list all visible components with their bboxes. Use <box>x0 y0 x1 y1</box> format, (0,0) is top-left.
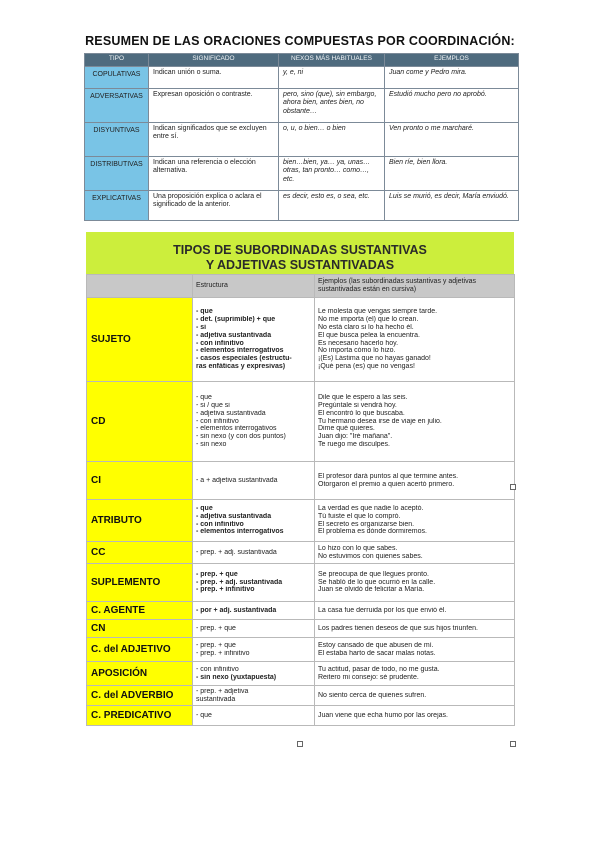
examples-cell <box>315 686 515 706</box>
col-header-structure: Estructura <box>193 275 315 298</box>
example-line: Juan se olvidó de felicitar a María. <box>318 586 425 594</box>
subordinate-header-row <box>87 275 515 298</box>
type-cell: EXPLICATIVAS <box>85 191 149 221</box>
resize-handle-bottom[interactable] <box>297 741 303 747</box>
table-row <box>87 542 515 564</box>
nexos-cell: bien…bien, ya… ya, unas…otras, tan pronto… como…, etc. <box>279 157 385 191</box>
examples-cell <box>315 564 515 602</box>
table-row <box>87 620 515 638</box>
structure-line: - con infinitivo <box>196 339 244 347</box>
row-label: C. AGENTE <box>87 602 193 620</box>
structure-line: sustantivada <box>196 695 236 703</box>
structure-line: - prep. + infinitivo <box>196 586 255 594</box>
type-cell: ADVERSATIVAS <box>85 89 149 123</box>
structure-line: - adjetiva sustantivada <box>196 409 266 417</box>
structure-line: - prep. + que <box>196 570 238 578</box>
example-line: Estoy cansado de que abusen de mí. <box>318 641 434 649</box>
structure-line: - con infinitivo <box>196 665 239 673</box>
example-cell: Luis se murió, es decir, María enviudó. <box>385 191 519 221</box>
table-row <box>85 123 519 157</box>
subordinate-section <box>86 232 514 746</box>
structure-line: - con infinitivo <box>196 520 244 528</box>
structure-cell <box>193 638 315 662</box>
col-header-examples: Ejemplos (las subordinadas sustantivas y adjetivas sustantivadas están en cursiva) <box>315 275 515 298</box>
structure-line: - si / que si <box>196 402 230 409</box>
example-cell: Estudió mucho pero no aprobó. <box>385 89 519 123</box>
subordinate-table <box>86 274 515 726</box>
row-label: C. del ADJETIVO <box>87 638 193 662</box>
example-line: Reitero mi consejo: sé prudente. <box>318 673 419 681</box>
table-row <box>87 706 515 726</box>
meaning-cell: Indican unión o suma. <box>149 67 279 89</box>
examples-cell <box>315 382 515 462</box>
table-row <box>87 686 515 706</box>
example-line: No está claro si lo ha hecho él. <box>318 323 414 331</box>
example-line: No siento cerca de quienes sufren. <box>318 691 427 699</box>
meaning-cell: Una proposición explica o aclara el significado de la anterior. <box>149 191 279 221</box>
meaning-cell: Expresan oposición o contraste. <box>149 89 279 123</box>
example-line: ¡Qué pena (es) que no vengas! <box>318 362 415 370</box>
row-label: CC <box>87 542 193 564</box>
table-row <box>87 564 515 602</box>
structure-line: - sin nexo <box>196 440 227 448</box>
row-label: CI <box>87 462 193 500</box>
structure-cell <box>193 462 315 500</box>
subordinate-header <box>86 232 514 274</box>
structure-line: - que <box>196 711 212 719</box>
example-line: Dile que le espero a las seis. <box>318 394 408 402</box>
examples-cell <box>315 602 515 620</box>
example-line: Pregúntale si vendrá hoy. <box>318 402 397 409</box>
example-cell: Ven pronto o me marcharé. <box>385 123 519 157</box>
examples-cell <box>315 706 515 726</box>
nexos-cell: pero, sino (que), sin embargo, ahora bien, antes bien, no obstante… <box>279 89 385 123</box>
examples-cell <box>315 542 515 564</box>
example-line: Otorgaron el premio a quien acertó primero. <box>318 480 455 488</box>
structure-line: - adjetiva sustantivada <box>196 331 272 339</box>
examples-cell <box>315 298 515 382</box>
examples-cell <box>315 500 515 542</box>
structure-line: - adjetiva sustantivada <box>196 512 272 520</box>
structure-line: - sin nexo (y con dos puntos) <box>196 433 286 441</box>
structure-line: - que <box>196 308 213 316</box>
structure-cell <box>193 662 315 686</box>
example-line: No estuvimos con quienes sabes. <box>318 552 423 560</box>
structure-line: - que <box>196 504 213 512</box>
example-line: El secreto es organizarse bien. <box>318 520 415 528</box>
structure-line: - a + adjetiva sustantivada <box>196 476 278 484</box>
table-row <box>87 662 515 686</box>
example-line: No me importa (el) que lo crean. <box>318 316 419 324</box>
row-label: SUPLEMENTO <box>87 564 193 602</box>
resize-handle-corner[interactable] <box>510 741 516 747</box>
structure-line: - que <box>196 394 212 402</box>
table-row <box>87 462 515 500</box>
table-row <box>85 191 519 221</box>
example-line: ¡(Es) Lástima que no hayas ganado! <box>318 355 431 363</box>
example-line: La verdad es que nadie lo aceptó. <box>318 504 424 512</box>
resize-handle-right[interactable] <box>510 484 516 490</box>
meaning-cell: Indican significados que se excluyen entre sí. <box>149 123 279 157</box>
coordination-header-row <box>85 54 519 67</box>
nexos-cell: y, e, ni <box>279 67 385 89</box>
type-cell: COPULATIVAS <box>85 67 149 89</box>
table-row <box>87 382 515 462</box>
subordinate-title-line-2: Y ADJETIVAS SUSTANTIVADAS <box>205 258 395 272</box>
example-line: Los padres tienen deseos de que sus hijos triunfen. <box>318 624 478 632</box>
structure-line: - si <box>196 323 207 331</box>
row-label: SUJETO <box>87 298 193 382</box>
example-line: Lo hizo con lo que sabes. <box>318 544 398 552</box>
example-line: Él encontró lo que buscaba. <box>318 409 405 417</box>
examples-cell <box>315 462 515 500</box>
coordination-title: RESUMEN DE LAS ORACIONES COMPUESTAS POR COORDINACIÓN: <box>85 34 515 48</box>
table-row <box>87 638 515 662</box>
example-cell: Juan come y Pedro mira. <box>385 67 519 89</box>
nexos-cell: o, u, o bien… o bien <box>279 123 385 157</box>
example-line: El profesor dará puntos al que termine antes. <box>318 472 459 480</box>
table-row <box>87 298 515 382</box>
structure-line: - prep. + que <box>196 624 236 632</box>
table-row <box>85 157 519 191</box>
col-header-type: TIPO <box>85 54 149 67</box>
structure-line: - con infinitivo <box>196 417 239 425</box>
table-row <box>85 89 519 123</box>
row-label: APOSICIÓN <box>87 662 193 686</box>
row-label: C. PREDICATIVO <box>87 706 193 726</box>
row-label: CD <box>87 382 193 462</box>
structure-line: - prep. + adj. sustantivada <box>196 578 283 586</box>
example-line: Se preocupa de que llegues pronto. <box>318 570 429 578</box>
example-line: Tú fuiste el que lo compró. <box>318 512 401 520</box>
table-row <box>85 67 519 89</box>
coordination-table <box>84 53 519 221</box>
structure-cell <box>193 500 315 542</box>
structure-cell <box>193 542 315 564</box>
col-header-label <box>87 275 193 298</box>
example-line: El problema es dónde dormiremos. <box>318 528 427 536</box>
example-line: Se habló de lo que ocurrió en la calle. <box>318 578 436 586</box>
structure-line: - elementos interrogativos <box>196 425 277 433</box>
example-line: Tu hermano desea irse de viaje en julio. <box>318 417 442 425</box>
table-row <box>87 500 515 542</box>
examples-cell <box>315 638 515 662</box>
structure-cell <box>193 602 315 620</box>
structure-line: - prep. + infinitivo <box>196 649 250 657</box>
nexos-cell: es decir, esto es, o sea, etc. <box>279 191 385 221</box>
example-line: La casa fue derruida por los que envió él. <box>318 606 447 614</box>
example-line: Juan viene que echa humo por las orejas. <box>318 711 448 719</box>
structure-line: ras enfáticas y expresivas) <box>196 362 286 370</box>
structure-cell <box>193 686 315 706</box>
col-header-examples: EJEMPLOS <box>385 54 519 67</box>
structure-line: - elementos interrogativos <box>196 347 284 355</box>
structure-line: - prep. + adjetiva <box>196 687 249 695</box>
structure-line: - prep. + adj. sustantivada <box>196 548 277 556</box>
table-row <box>87 602 515 620</box>
col-header-meaning: SIGNIFICADO <box>149 54 279 67</box>
example-line: Él estaba harto de sacar malas notas. <box>318 649 436 657</box>
structure-line: - prep. + que <box>196 641 236 649</box>
example-line: Le molesta que vengas siempre tarde. <box>318 308 438 316</box>
meaning-cell: Indican una referencia o elección alternativa. <box>149 157 279 191</box>
row-label: C. del ADVERBIO <box>87 686 193 706</box>
example-cell: Bien ríe, bien llora. <box>385 157 519 191</box>
structure-cell <box>193 564 315 602</box>
example-line: No importa cómo lo hizo. <box>318 347 396 355</box>
example-line: El que busca pelea la encuentra. <box>318 331 420 339</box>
structure-line: - elementos interrogativos <box>196 528 284 536</box>
row-label: CN <box>87 620 193 638</box>
structure-line: - casos especiales (estructu- <box>196 355 292 363</box>
structure-line: - por + adj. sustantivada <box>196 606 277 614</box>
subordinate-title-line-1: TIPOS DE SUBORDINADAS SUSTANTIVAS <box>173 243 427 257</box>
structure-line: - det. (suprimible) + que <box>196 316 276 324</box>
structure-cell <box>193 298 315 382</box>
structure-cell <box>193 382 315 462</box>
structure-cell <box>193 706 315 726</box>
example-line: Te ruego me disculpes. <box>318 440 390 448</box>
example-line: Tu actitud, pasar de todo, no me gusta. <box>318 665 440 673</box>
type-cell: DISYUNTIVAS <box>85 123 149 157</box>
type-cell: DISTRIBUTIVAS <box>85 157 149 191</box>
structure-line: - sin nexo (yuxtapuesta) <box>196 673 277 681</box>
example-line: Juan dijo: "Iré mañana". <box>318 433 393 441</box>
examples-cell <box>315 620 515 638</box>
examples-cell <box>315 662 515 686</box>
example-line: Dime qué quieres. <box>318 425 375 433</box>
row-label: ATRIBUTO <box>87 500 193 542</box>
col-header-nexos: NEXOS MÁS HABITUALES <box>279 54 385 67</box>
structure-cell <box>193 620 315 638</box>
example-line: Es necesario hacerlo hoy. <box>318 339 399 347</box>
